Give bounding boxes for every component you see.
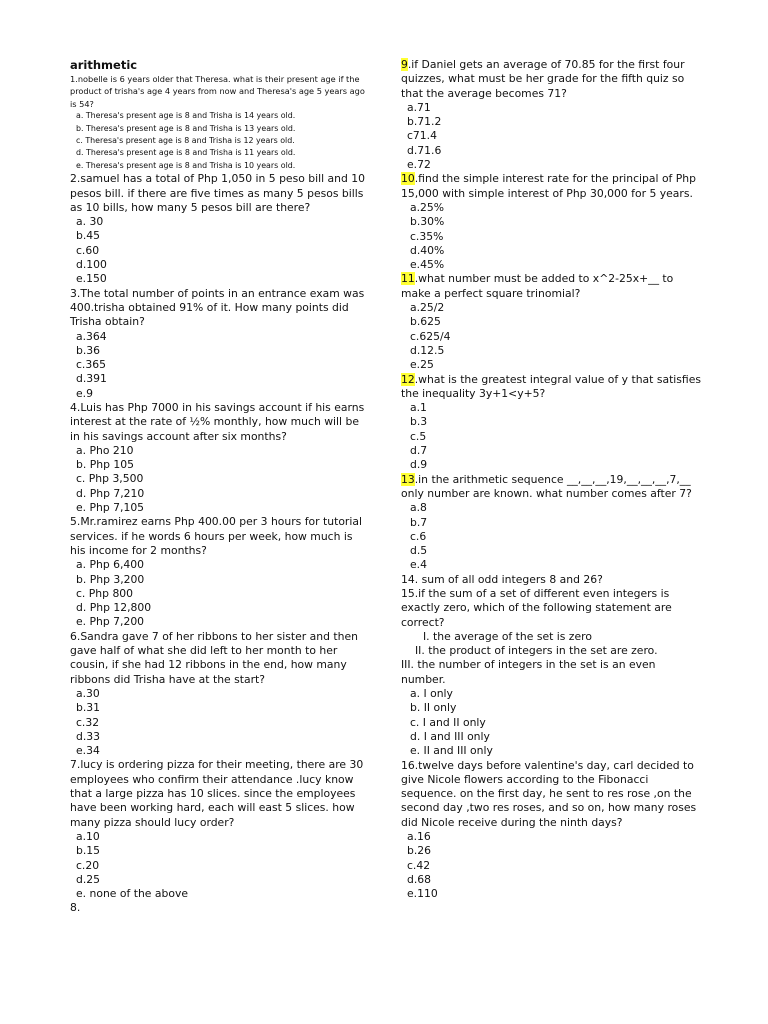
options-list [401, 301, 701, 372]
option-item: d.71.6 [407, 143, 442, 157]
question-1 [70, 73, 370, 172]
options-list [401, 401, 701, 472]
question-8 [70, 901, 370, 915]
option-item: e.110 [407, 887, 438, 901]
question-13 [401, 473, 701, 573]
option-item: a. Theresa's present age is 8 and Trisha is 14 years old. [76, 111, 296, 121]
option-item: b.3 [410, 415, 428, 429]
question-text: 16.twelve days before valentine's day, carl decided to give Nicole flowers according to the Fibonacci sequence. on the first day, he sent to res rose ,on the second day ,two res roses, and so on, how many roses did Nicole receive during the ninth days? [401, 758, 697, 829]
options-list [401, 687, 701, 758]
question-number-highlight: 9 [401, 58, 408, 71]
option-item: e. Theresa's present age is 8 and Trisha is 10 years old. [76, 160, 296, 170]
left-column [70, 58, 370, 916]
option-item: c.35% [410, 229, 444, 243]
option-item: b.26 [407, 844, 432, 858]
options-list [70, 558, 370, 629]
question-4 [70, 401, 370, 515]
right-column [401, 58, 701, 902]
statement-3: III. the number of integers in the set is an even number. [401, 658, 656, 686]
options-list [70, 330, 370, 401]
option-item: d. I and III only [410, 729, 490, 743]
option-item: d. Php 7,210 [76, 486, 145, 500]
option-item: d.33 [76, 729, 101, 743]
question-11 [401, 272, 701, 372]
question-14 [401, 573, 701, 587]
question-text: 15.if the sum of a set of different even integers is exactly zero, which of the following statement are correct? [401, 586, 672, 629]
options-list [401, 501, 701, 572]
option-item: e. none of the above [76, 887, 188, 901]
options-list [70, 830, 370, 901]
option-item: e. Php 7,200 [76, 615, 145, 629]
question-text: 2.samuel has a total of Php 1,050 in 5 peso bill and 10 pesos bill. if there are five times as many 5 pesos bills as 10 bills, how many 5 pesos bill are there? [70, 172, 365, 214]
question-text: 3.The total number of points in an entrance exam was 400.trisha obtained 91% of it. How many points did Trisha obtain? [70, 286, 365, 329]
option-item: a.1 [410, 401, 427, 415]
option-item: a. 30 [76, 215, 104, 229]
option-item: d.25 [76, 872, 101, 886]
question-15 [401, 587, 701, 759]
option-item: d. Php 12,800 [76, 601, 152, 615]
question-3 [70, 287, 370, 401]
option-item: e.25 [410, 358, 434, 372]
option-item: e. Php 7,105 [76, 501, 145, 515]
question-number-highlight: 11 [401, 272, 415, 286]
option-item: d.68 [407, 872, 432, 886]
option-item: d.391 [76, 372, 107, 386]
option-item: d.40% [410, 243, 445, 257]
question-text: 1.nobelle is 6 years older that Theresa. what is their present age if the product of trisha's age 4 years from now and Theresa's age 5 years ago is 54? [70, 74, 365, 109]
option-item: c.42 [407, 858, 431, 872]
question-12 [401, 373, 701, 473]
options-list [70, 110, 370, 172]
option-item: c.60 [76, 243, 100, 257]
option-item: e.34 [76, 744, 100, 758]
option-item: d. Theresa's present age is 8 and Trisha is 11 years old. [76, 148, 296, 158]
question-text: 7.lucy is ordering pizza for their meeting, there are 30 employees who confirm their attendance .lucy know that a large pizza has 10 slices. since the employees have been working hard, each will east 5 slices. how many pizza should lucy order? [70, 758, 364, 829]
option-item: c.365 [76, 358, 106, 372]
question-text: 5.Mr.ramirez earns Php 400.00 per 3 hours for tutorial services. if he words 6 hours per week, how much is his income for 2 months? [70, 515, 362, 557]
option-item: c71.4 [407, 129, 437, 143]
option-item: b. Theresa's present age is 8 and Trisha is 13 years old. [76, 123, 296, 133]
question-text: 8. [70, 901, 81, 915]
question-text: 13.in the arithmetic sequence __,__,__,19,__,__,__,7,__ only number are known. what number comes after 7? [401, 472, 692, 500]
option-item: b.45 [76, 229, 101, 243]
question-text: 9.if Daniel gets an average of 70.85 for the first four quizzes, what must be her grade for the fifth quiz so that the average becomes 71? [401, 58, 685, 100]
option-item: a.8 [410, 501, 427, 515]
question-text: 4.Luis has Php 7000 in his savings account if his earns interest at the rate of ½% monthly, how much will be in his savings account after six months? [70, 401, 365, 443]
option-item: a.25% [410, 200, 445, 214]
option-item: d.12.5 [410, 343, 445, 357]
question-9 [401, 58, 701, 172]
option-item: a.25/2 [410, 301, 445, 315]
options-list [401, 830, 701, 901]
option-item: a.71 [407, 100, 431, 114]
option-item: d.7 [410, 444, 428, 458]
option-item: c. Php 800 [76, 586, 134, 600]
question-6 [70, 630, 370, 759]
option-item: e.4 [410, 558, 427, 572]
options-list [70, 444, 370, 515]
option-item: a.10 [76, 829, 100, 843]
option-item: d.100 [76, 258, 107, 272]
option-item: b. II only [410, 701, 457, 715]
option-item: c.32 [76, 715, 100, 729]
option-item: b. Php 105 [76, 458, 134, 472]
option-item: e. II and III only [410, 744, 493, 758]
option-item: b.7 [410, 515, 428, 529]
option-item: e.9 [76, 386, 93, 400]
question-text: 11.what number must be added to x^2-25x+__ to make a perfect square trinomial? [401, 272, 674, 300]
statement-2: II. the product of integers in the set are zero. [415, 644, 658, 658]
question-7 [70, 758, 370, 901]
option-item: c.5 [410, 429, 427, 443]
statement-1: I. the average of the set is zero [423, 629, 592, 643]
option-item: c.625/4 [410, 329, 451, 343]
option-item: e.45% [410, 258, 445, 272]
option-item: e.150 [76, 272, 107, 286]
option-item: b.31 [76, 701, 101, 715]
option-item: b.71.2 [407, 115, 442, 129]
page-title: arithmetic [70, 58, 138, 72]
question-text: 12.what is the greatest integral value of y that satisfies the inequality 3y+1<y+5? [401, 372, 701, 400]
question-text: 6.Sandra gave 7 of her ribbons to her sister and then gave half of what she did left to her month to her cousin, if she had 12 ribbons in the end, how many ribbons did Trisha have at the start? [70, 629, 358, 686]
option-item: d.9 [410, 458, 428, 472]
option-item: a. I only [410, 687, 453, 701]
option-item: b.30% [410, 215, 445, 229]
option-item: c. I and II only [410, 715, 486, 729]
question-2 [70, 172, 370, 286]
option-item: b.15 [76, 844, 101, 858]
option-item: b.625 [410, 315, 441, 329]
option-item: a.16 [407, 830, 431, 844]
option-item: e.72 [407, 158, 431, 172]
question-number-highlight: 10 [401, 172, 415, 186]
options-list [401, 201, 701, 272]
option-item: c. Php 3,500 [76, 472, 144, 486]
option-item: c.6 [410, 529, 427, 543]
option-item: b. Php 3,200 [76, 572, 145, 586]
options-list [70, 215, 370, 286]
question-number-highlight: 12 [401, 372, 415, 386]
option-item: a. Pho 210 [76, 443, 134, 457]
question-text: 10.find the simple interest rate for the principal of Php 15,000 with simple interest of Php 30,000 for 5 years. [401, 172, 696, 200]
option-item: a. Php 6,400 [76, 558, 145, 572]
option-item: a.30 [76, 686, 100, 700]
question-number-highlight: 13 [401, 472, 415, 486]
question-10 [401, 172, 701, 272]
question-16 [401, 759, 701, 902]
option-item: a.364 [76, 329, 107, 343]
option-item: d.5 [410, 544, 428, 558]
question-5 [70, 515, 370, 629]
question-text: 14. sum of all odd integers 8 and 26? [401, 572, 603, 586]
options-list [401, 101, 701, 172]
option-item: c.20 [76, 858, 100, 872]
option-item: b.36 [76, 343, 101, 357]
options-list [70, 687, 370, 758]
option-item: c. Theresa's present age is 8 and Trisha is 12 years old. [76, 136, 295, 146]
